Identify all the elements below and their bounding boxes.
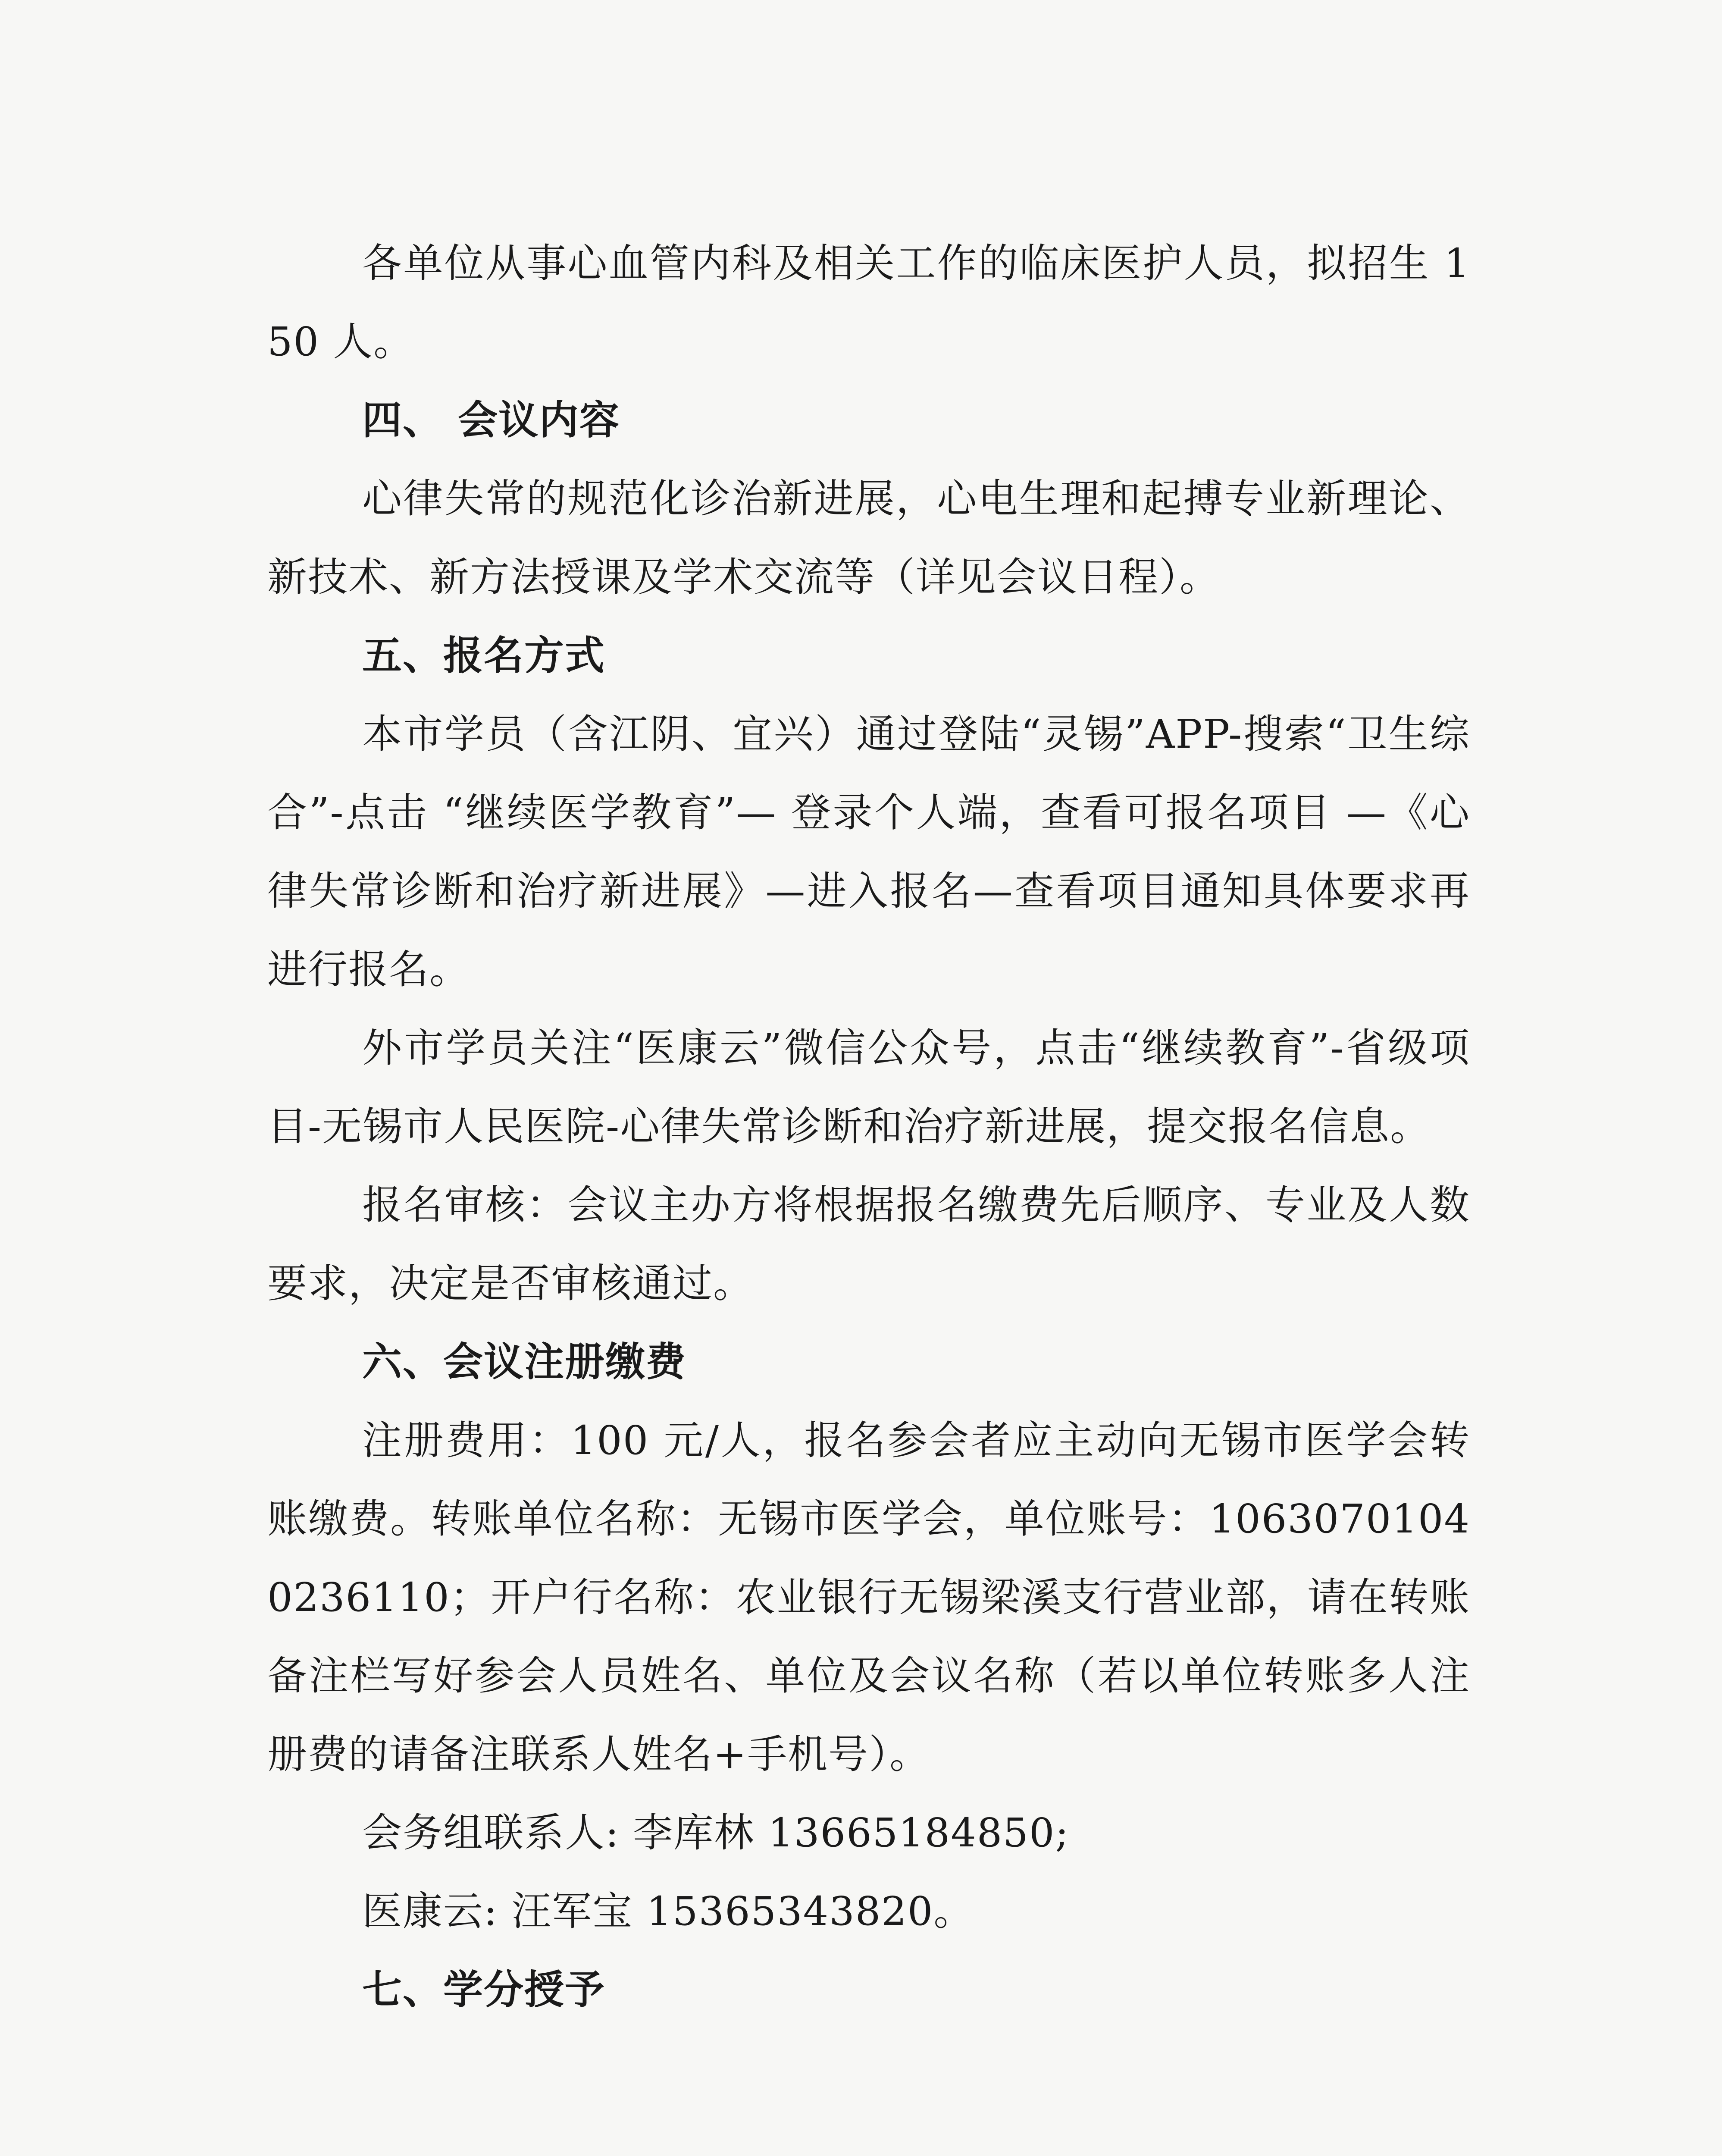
registration-review-paragraph: 报名审核：会议主办方将根据报名缴费先后顺序、专业及人数要求，决定是否审核通过。 (267, 1182, 1470, 1307)
external-registration-paragraph: 外市学员关注“医康云”微信公众号，点击“继续教育”-省级项目-无锡市人民医院-心律失常诊断和治疗新进展，提交报名信息。 (267, 1025, 1470, 1150)
registration-fee-paragraph: 注册费用：100 元/人，报名参会者应主动向无锡市医学会转账缴费。转账单位名称：无锡市医学会，单位账号：10630701040236110；开户行名称：农业银行无锡梁溪支行营业部，请在转账备注栏写好参会人员姓名、单位及会议名称（若以单位转账多人注册费的请备注联系人姓名+手机号）。 (267, 1417, 1470, 1777)
section-heading-registration-method: 五、报名方式 (362, 633, 606, 679)
contact-line-yikangyun: 医康云: 汪军宝 15365343820。 (362, 1888, 974, 1934)
document-body (267, 224, 1470, 2029)
section-heading-registration-fee: 六、会议注册缴费 (362, 1339, 687, 1385)
local-registration-paragraph: 本市学员（含江阴、宜兴）通过登陆“灵锡”APP-搜索“卫生综合”-点击 “继续医学教育”— 登录个人端，查看可报名项目 —《心律失常诊断和治疗新进展》—进入报名—查看项目通知具体要求再进行报名。 (267, 711, 1470, 993)
contact-line-conference: 会务组联系人: 李库林 13665184850; (362, 1810, 1070, 1856)
section-heading-meeting-content: 四、 会议内容 (362, 397, 620, 443)
section-heading-credits: 七、学分授予 (362, 1967, 606, 2013)
meeting-content-paragraph: 心律失常的规范化诊治新进展，心电生理和起搏专业新理论、新技术、新方法授课及学术交流等（详见会议日程）。 (267, 476, 1470, 600)
enrollment-paragraph: 各单位从事心血管内科及相关工作的临床医护人员，拟招生 150 人。 (267, 240, 1470, 365)
